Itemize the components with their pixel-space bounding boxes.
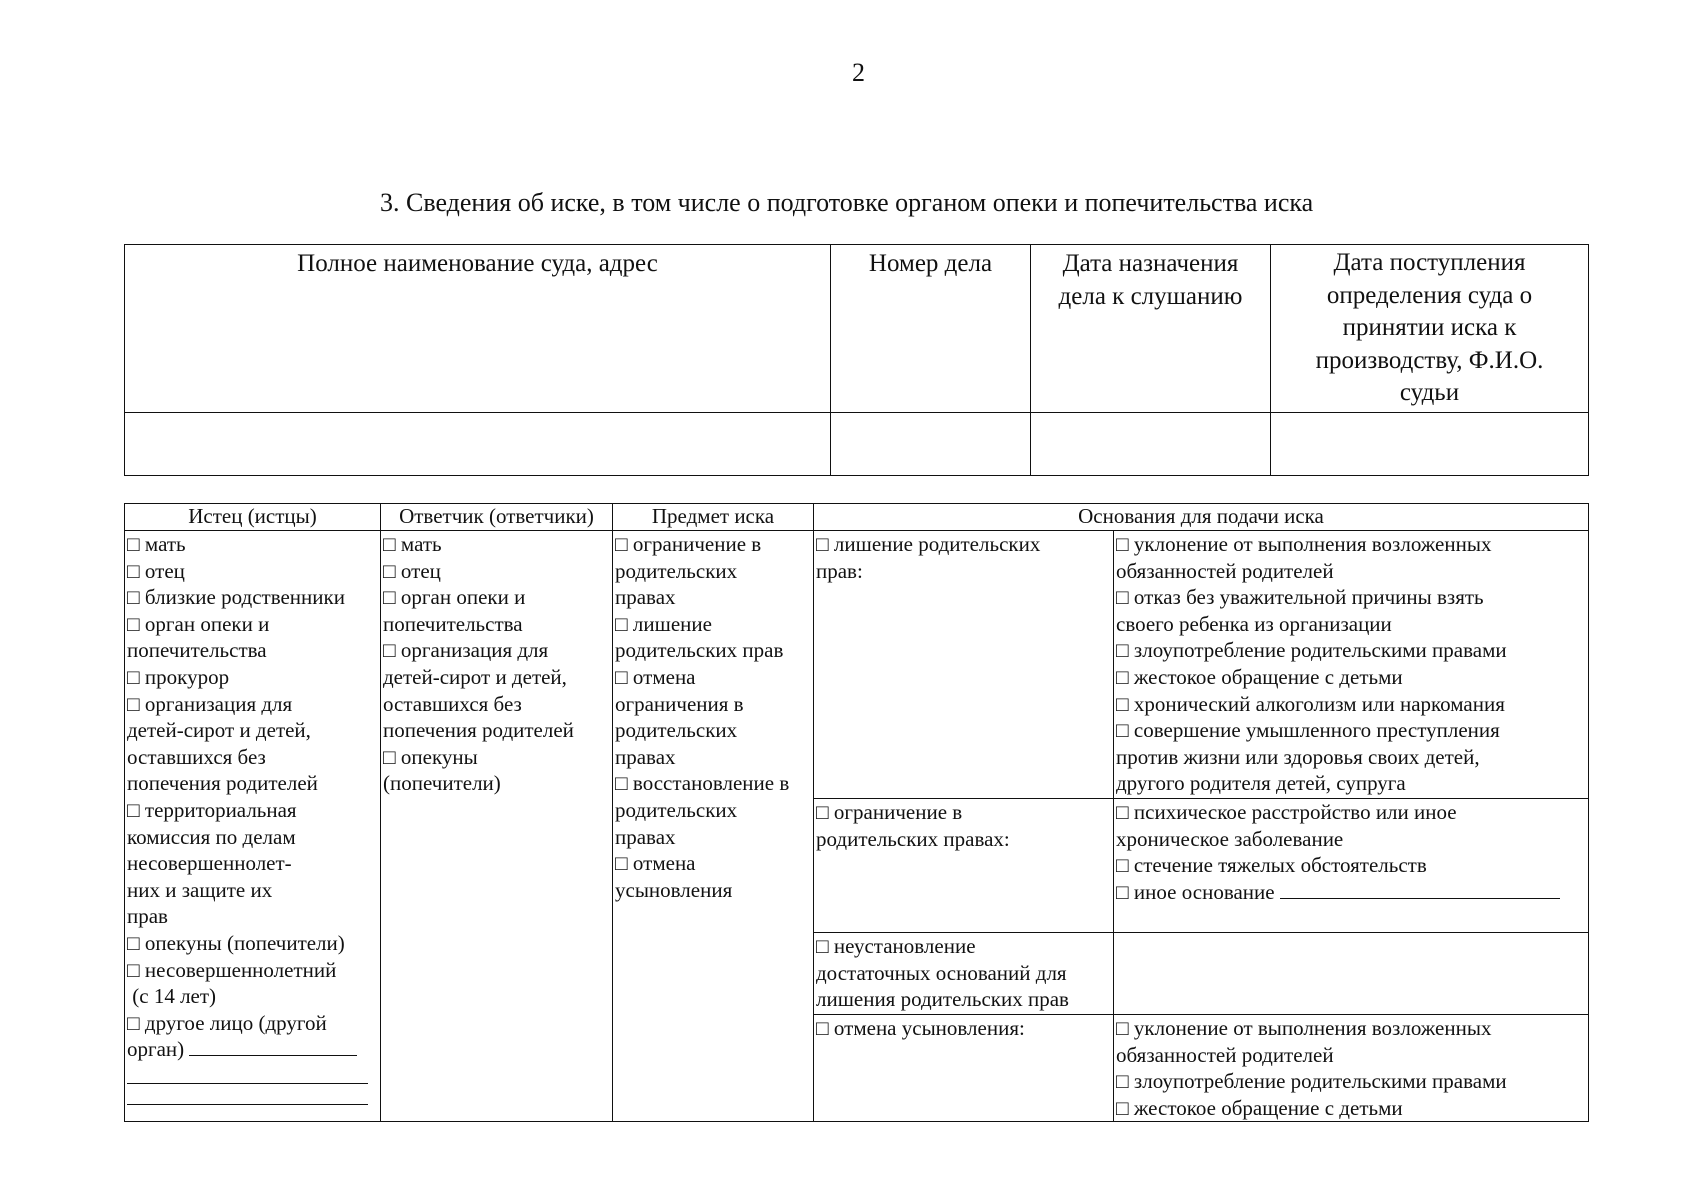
plaintiff-option[interactable]: □ несовершеннолетний <box>127 957 337 982</box>
subject-option-cont: усыновления <box>615 877 733 902</box>
subject-options[interactable] <box>613 531 814 1122</box>
subject-option[interactable]: □ ограничение в <box>615 532 762 556</box>
header-court-name: Полное наименование суда, адрес <box>125 245 831 413</box>
reason-option[interactable]: □ злоупотребление родительскими правами <box>1116 1069 1507 1094</box>
subject-option-cont: родительских <box>615 558 738 583</box>
plaintiff-option-cont: комиссия по делам <box>127 824 296 849</box>
reason-option[interactable]: □ злоупотребление родительскими правами <box>1116 638 1507 663</box>
claim-details-table <box>124 503 1589 1122</box>
reason-option[interactable]: □ уклонение от выполнения возложенных <box>1116 532 1492 556</box>
ground-type-deprivation[interactable] <box>814 531 1114 799</box>
defendant-options[interactable] <box>381 531 613 1122</box>
defendant-option[interactable]: □ организация для <box>383 638 549 663</box>
header-line: определения суда о <box>1326 281 1533 309</box>
plaintiff-option-cont: (с 14 лет) <box>127 984 217 1009</box>
ground-reasons-adoption-cancel[interactable] <box>1114 1015 1589 1122</box>
court-name-field[interactable] <box>125 412 831 475</box>
defendant-option-cont: попечения родителей <box>383 718 574 743</box>
subject-option[interactable]: □ лишение <box>615 611 712 636</box>
reason-option[interactable]: □ совершение умышленного преступления <box>1116 718 1500 743</box>
plaintiff-option[interactable]: □ прокурор <box>127 664 230 689</box>
plaintiff-option[interactable]: □ близкие родственники <box>127 585 345 610</box>
defendant-option[interactable]: □ мать <box>383 532 442 556</box>
subject-option-cont: правах <box>615 744 676 769</box>
ground-type-adoption-cancel[interactable] <box>814 1015 1114 1122</box>
header-receipt-date <box>1271 245 1589 413</box>
other-reason-input[interactable] <box>1280 880 1560 899</box>
hearing-date-field[interactable] <box>1031 412 1271 475</box>
header-line: дела к слушанию <box>1058 283 1243 310</box>
plaintiff-option[interactable]: □ опекуны (попечители) <box>127 930 345 955</box>
subject-option-cont: родительских прав <box>615 638 784 663</box>
reason-option[interactable]: □ уклонение от выполнения возложенных <box>1116 1016 1492 1040</box>
ground-type-line: □ ограничение в <box>816 800 963 824</box>
plaintiff-option-cont: них и защите их <box>127 877 273 902</box>
ground-type-line: лишения родительских прав <box>816 987 1069 1012</box>
ground-type-line: □ неустановление <box>816 934 976 958</box>
reason-option[interactable]: □ жестокое обращение с детьми <box>1116 1095 1403 1120</box>
reason-option-cont: обязанностей родителей <box>1116 1042 1334 1067</box>
ground-type-line: □ отмена усыновления: <box>816 1016 1025 1040</box>
ground-type-line: □ лишение родительских <box>816 532 1041 556</box>
subject-option-cont: правах <box>615 824 676 849</box>
reason-option-cont: обязанностей родителей <box>1116 558 1334 583</box>
plaintiff-option[interactable]: □ мать <box>127 532 186 556</box>
plaintiff-option-cont: орган) <box>127 1037 185 1062</box>
defendant-option[interactable]: □ опекуны <box>383 744 478 769</box>
header-line: производству, Ф.И.О. <box>1315 346 1544 374</box>
plaintiff-option-cont: попечения родителей <box>127 771 318 796</box>
header-line: судьи <box>1399 379 1460 407</box>
plaintiff-option-cont: детей-сирот и детей, <box>127 718 311 743</box>
section-title: 3. Сведения об иске, в том числе о подготовке органом опеки и попечительства иска <box>380 188 1314 217</box>
reason-option[interactable]: □ психическое расстройство или иное <box>1116 800 1457 824</box>
plaintiff-option[interactable]: □ организация для <box>127 691 293 716</box>
other-plaintiff-input[interactable] <box>189 1037 357 1056</box>
reason-option-cont: своего ребенка из организации <box>1116 611 1392 636</box>
subject-option-cont: ограничения в <box>615 691 744 716</box>
reason-option[interactable]: □ стечение тяжелых обстоятельств <box>1116 853 1427 878</box>
subject-option-cont: правах <box>615 585 676 610</box>
subject-option-cont: родительских <box>615 718 738 743</box>
header-line: Дата назначения <box>1062 250 1239 277</box>
case-number-field[interactable] <box>831 412 1031 475</box>
ground-reasons-restriction[interactable] <box>1114 799 1589 933</box>
defendant-option-cont: оставшихся без <box>383 691 522 716</box>
plaintiff-option-cont: попечительства <box>127 638 267 663</box>
defendant-option[interactable]: □ отец <box>383 558 441 583</box>
other-plaintiff-input-line[interactable] <box>127 1063 368 1084</box>
other-plaintiff-input-line[interactable] <box>127 1084 368 1105</box>
reason-option-other[interactable]: □ иное основание <box>1116 879 1275 904</box>
plaintiff-option-cont: оставшихся без <box>127 744 266 769</box>
reason-option-cont: хроническое заболевание <box>1116 826 1344 851</box>
header-case-number: Номер дела <box>831 245 1031 413</box>
defendant-option-cont: (попечители) <box>383 771 501 796</box>
plaintiff-option-cont: прав <box>127 904 168 929</box>
subject-option[interactable]: □ восстановление в <box>615 771 790 796</box>
plaintiff-option-cont: несовершеннолет- <box>127 851 292 876</box>
defendant-option-cont: детей-сирот и детей, <box>383 664 567 689</box>
header-plaintiff: Истец (истцы) <box>125 504 381 531</box>
header-grounds: Основания для подачи иска <box>814 504 1589 531</box>
plaintiff-option[interactable]: □ территориальная <box>127 797 297 822</box>
defendant-option-cont: попечительства <box>383 611 523 636</box>
reason-option[interactable]: □ хронический алкоголизм или наркомания <box>1116 691 1505 716</box>
page-number: 2 <box>852 58 865 87</box>
reason-option-cont: другого родителя детей, супруга <box>1116 771 1406 796</box>
ground-reasons-deprivation[interactable] <box>1114 531 1589 799</box>
plaintiff-option[interactable]: □ орган опеки и <box>127 611 270 636</box>
plaintiff-options[interactable] <box>125 531 381 1122</box>
ground-type-line: родительских правах: <box>816 826 1010 851</box>
ground-type-line: прав: <box>816 558 863 583</box>
plaintiff-option[interactable]: □ отец <box>127 558 185 583</box>
reason-option-cont: против жизни или здоровья своих детей, <box>1116 744 1480 769</box>
ground-type-insufficient[interactable] <box>814 933 1114 1015</box>
header-subject: Предмет иска <box>613 504 814 531</box>
header-hearing-date <box>1031 245 1271 413</box>
header-line: Дата поступления <box>1333 249 1526 276</box>
ground-reasons-insufficient[interactable] <box>1114 933 1589 1015</box>
reason-option[interactable]: □ жестокое обращение с детьми <box>1116 664 1403 689</box>
subject-option-cont: родительских <box>615 797 738 822</box>
subject-option[interactable]: □ отмена <box>615 851 696 876</box>
ground-type-restriction[interactable] <box>814 799 1114 933</box>
defendant-option[interactable]: □ орган опеки и <box>383 585 526 610</box>
header-line: принятии иска к <box>1342 314 1517 342</box>
receipt-date-field[interactable] <box>1271 412 1589 475</box>
reason-option[interactable]: □ отказ без уважительной причины взять <box>1116 585 1484 610</box>
ground-type-line: достаточных оснований для <box>816 960 1067 985</box>
plaintiff-option[interactable]: □ другое лицо (другой <box>127 1010 327 1035</box>
header-defendant: Ответчик (ответчики) <box>381 504 613 531</box>
court-info-table <box>124 244 1589 476</box>
subject-option[interactable]: □ отмена <box>615 664 696 689</box>
